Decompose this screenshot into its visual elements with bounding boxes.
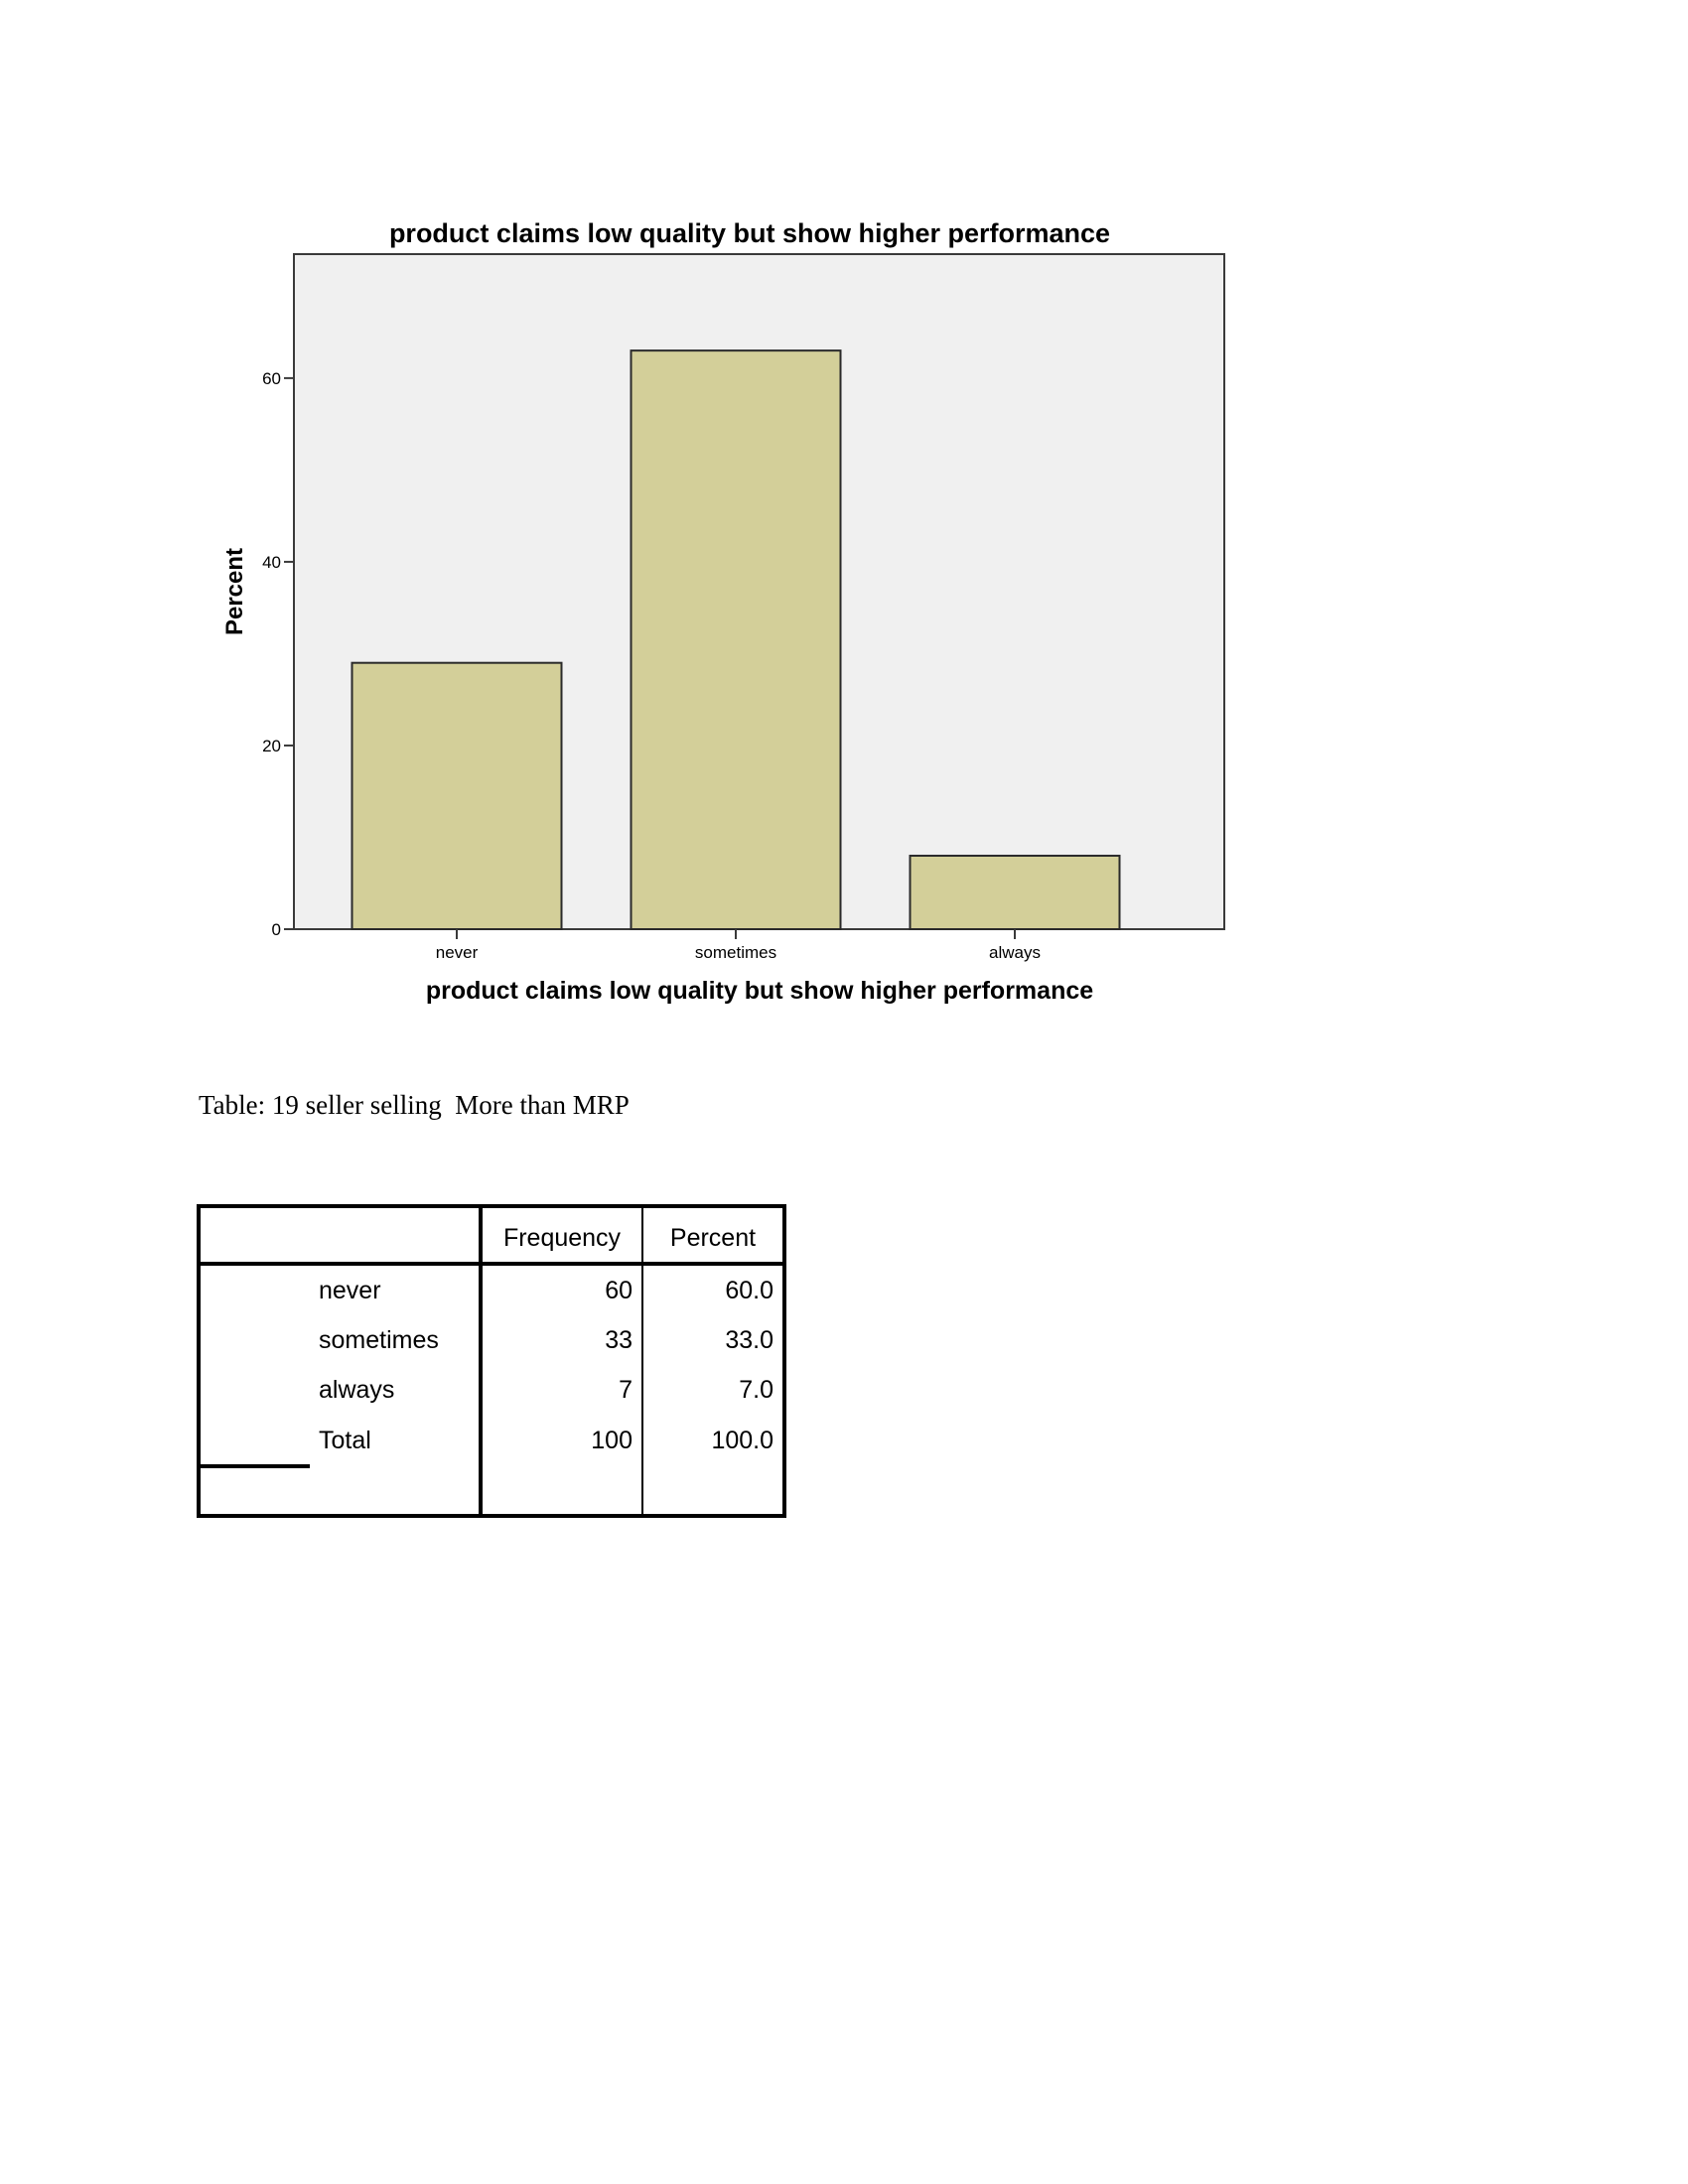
header-blank-cell: [199, 1206, 310, 1264]
bar-always: [911, 856, 1120, 929]
row-percent: 60.0: [642, 1264, 784, 1315]
row-label: always: [310, 1365, 481, 1415]
header-percent: Percent: [642, 1206, 784, 1264]
row-label-empty: [310, 1466, 481, 1516]
row-percent: 33.0: [642, 1315, 784, 1365]
table-row: [199, 1315, 784, 1365]
y-tick-label-0: 0: [271, 920, 281, 939]
row-stub-cell: [199, 1315, 310, 1365]
bar-sometimes: [632, 350, 841, 929]
bar-never: [352, 663, 562, 929]
table-caption: Table: 19 seller selling More than MRP: [199, 1090, 630, 1120]
frequency-table: [197, 1204, 786, 1518]
row-percent: 7.0: [642, 1365, 784, 1415]
row-frequency-empty: [481, 1466, 642, 1516]
row-label: Total: [310, 1415, 481, 1466]
row-label: sometimes: [310, 1315, 481, 1365]
table-row: [199, 1264, 784, 1315]
row-frequency: 33: [481, 1315, 642, 1365]
bar-chart: [0, 0, 1688, 1052]
row-stub-cell: [199, 1466, 310, 1516]
y-tick-label-60: 60: [262, 368, 281, 388]
table-row-total: [199, 1415, 784, 1466]
row-frequency: 100: [481, 1415, 642, 1466]
y-tick-label-40: 40: [262, 552, 281, 572]
chart-title: product claims low quality but show higher performance: [388, 218, 1111, 248]
header-label-cell: [310, 1206, 481, 1264]
table-row-empty: [199, 1466, 784, 1516]
row-stub-cell: [199, 1264, 310, 1315]
row-label: never: [310, 1264, 481, 1315]
row-frequency: 7: [481, 1365, 642, 1415]
x-tick-label-never: never: [435, 943, 479, 962]
row-percent: 100.0: [642, 1415, 784, 1466]
row-frequency: 60: [481, 1264, 642, 1315]
x-axis-label: product claims low quality but show higher performance: [425, 977, 1094, 1005]
x-tick-label-sometimes: sometimes: [694, 943, 777, 962]
row-stub-cell: [199, 1415, 310, 1466]
row-percent-empty: [642, 1466, 784, 1516]
y-tick-label-20: 20: [262, 736, 281, 755]
table-header-row: [199, 1206, 784, 1264]
header-frequency: Frequency: [481, 1206, 642, 1264]
table-row: [199, 1365, 784, 1415]
y-axis-label: Percent: [221, 547, 248, 636]
x-tick-label-always: always: [989, 943, 1041, 962]
row-stub-cell: [199, 1365, 310, 1415]
